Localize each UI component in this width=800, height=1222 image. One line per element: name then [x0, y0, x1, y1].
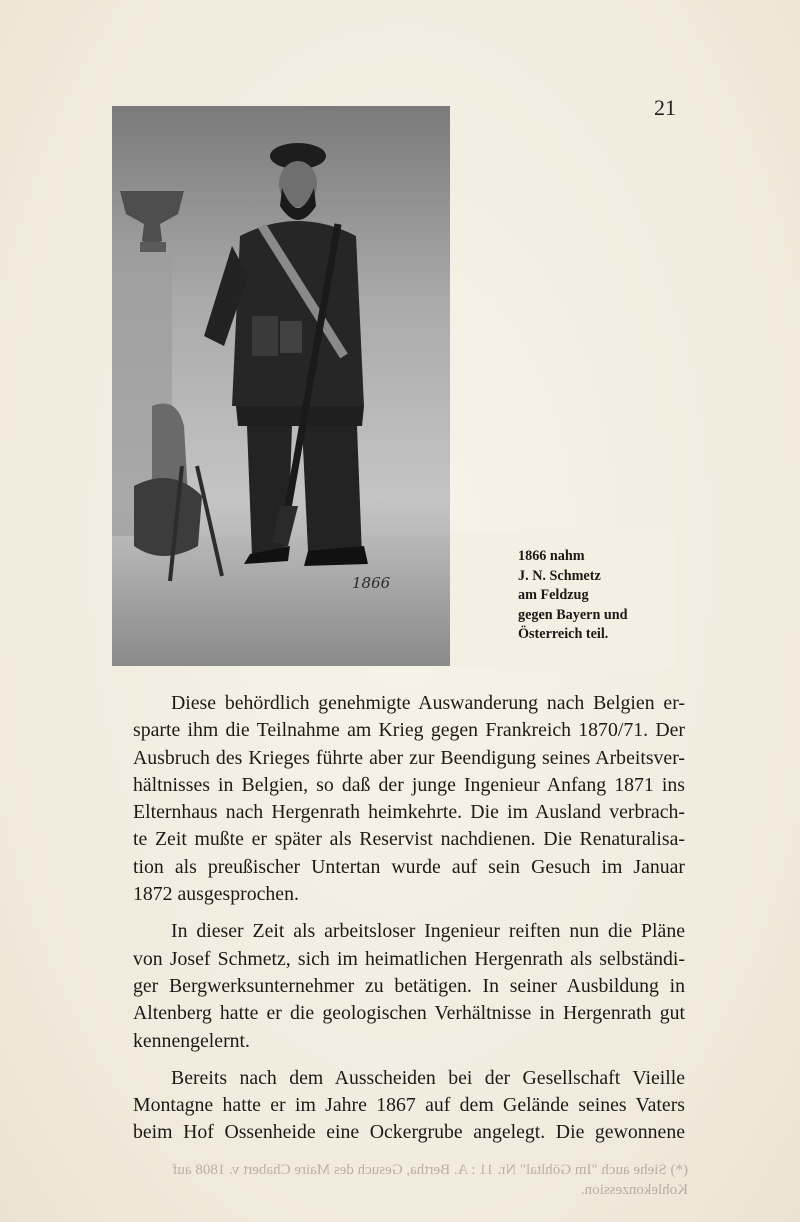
caption-line: 1866 nahm	[518, 548, 585, 564]
photo-caption	[518, 547, 668, 645]
paragraph-3-line: Montagne hatte er im Jahre 1867 auf dem Gelände seines Vaters	[133, 1094, 685, 1117]
paragraph-1-line: 1872 ausgesprochen.	[133, 883, 299, 906]
caption-line: gegen Bayern und	[518, 606, 628, 623]
paragraph-1-line: te Zeit mußte er später als Reservist nachdienen. Die Renaturalisa-	[133, 828, 685, 851]
paragraph-2-line: Altenberg hatte er die geologischen Verhältnisse in Hergenrath gut	[133, 1002, 685, 1025]
page-number: 21	[654, 95, 676, 120]
paragraph-2-line: kennengelernt.	[133, 1029, 250, 1052]
paragraph-1-line: tion als preußischer Untertan wurde auf sein Gesuch im Januar	[133, 855, 685, 878]
pouch	[252, 316, 278, 356]
soldier-tunic	[232, 221, 364, 406]
soldier-photograph	[112, 106, 450, 666]
paragraph-2-line: von Josef Schmetz, sich im heimatlichen Hergenrath als selbständi-	[133, 947, 685, 970]
paragraph-2-line: ger Bergwerksunternehmer zu betätigen. In seiner Ausbildung in	[133, 974, 685, 997]
paragraph-2-line: In dieser Zeit als arbeitsloser Ingenieur reiften nun die Pläne	[171, 920, 685, 943]
right-leg	[302, 426, 362, 556]
paragraph-1-line: Elternhaus nach Hergenrath heimkehrte. Die im Ausland verbrach-	[133, 801, 685, 824]
paragraph-1-line: Diese behördlich genehmigte Auswanderung nach Belgien er-	[171, 692, 685, 714]
paragraph-1-line: hältnisses in Belgien, so daß der junge Ingenieur Anfang 1871 ins	[133, 773, 685, 796]
paragraph-3-line: beim Hof Ossenheide eine Ockergrube angelegt. Die gewonnene	[133, 1121, 685, 1144]
caption-line: am Feldzug	[518, 587, 589, 603]
drum-object	[134, 478, 202, 556]
soldier-photo-illustration	[112, 106, 450, 666]
paragraph-3-line: Bereits nach dem Ausscheiden bei der Gesellschaft Vieille	[171, 1066, 685, 1089]
mirrored-footnote-bleed-through: (*) Siehe auch "Im Göhltal" Nr. 11 : A. Bertha, Gesuch des Maire Chabert v. 1808 auf Kohlekonzession.	[172, 1162, 688, 1198]
paragraph-1-line: sparte ihm die Teilnahme am Krieg gegen Frankreich 1870/71. Der	[133, 719, 685, 742]
paragraph-1-line: Ausbruch des Krieges führte aber zur Beendigung seines Arbeitsver-	[133, 746, 685, 769]
body-text	[133, 690, 685, 1147]
caption-line: Österreich teil.	[518, 626, 609, 642]
caption-line: J. N. Schmetz	[518, 567, 601, 584]
handwritten-year: 1866	[352, 574, 391, 592]
